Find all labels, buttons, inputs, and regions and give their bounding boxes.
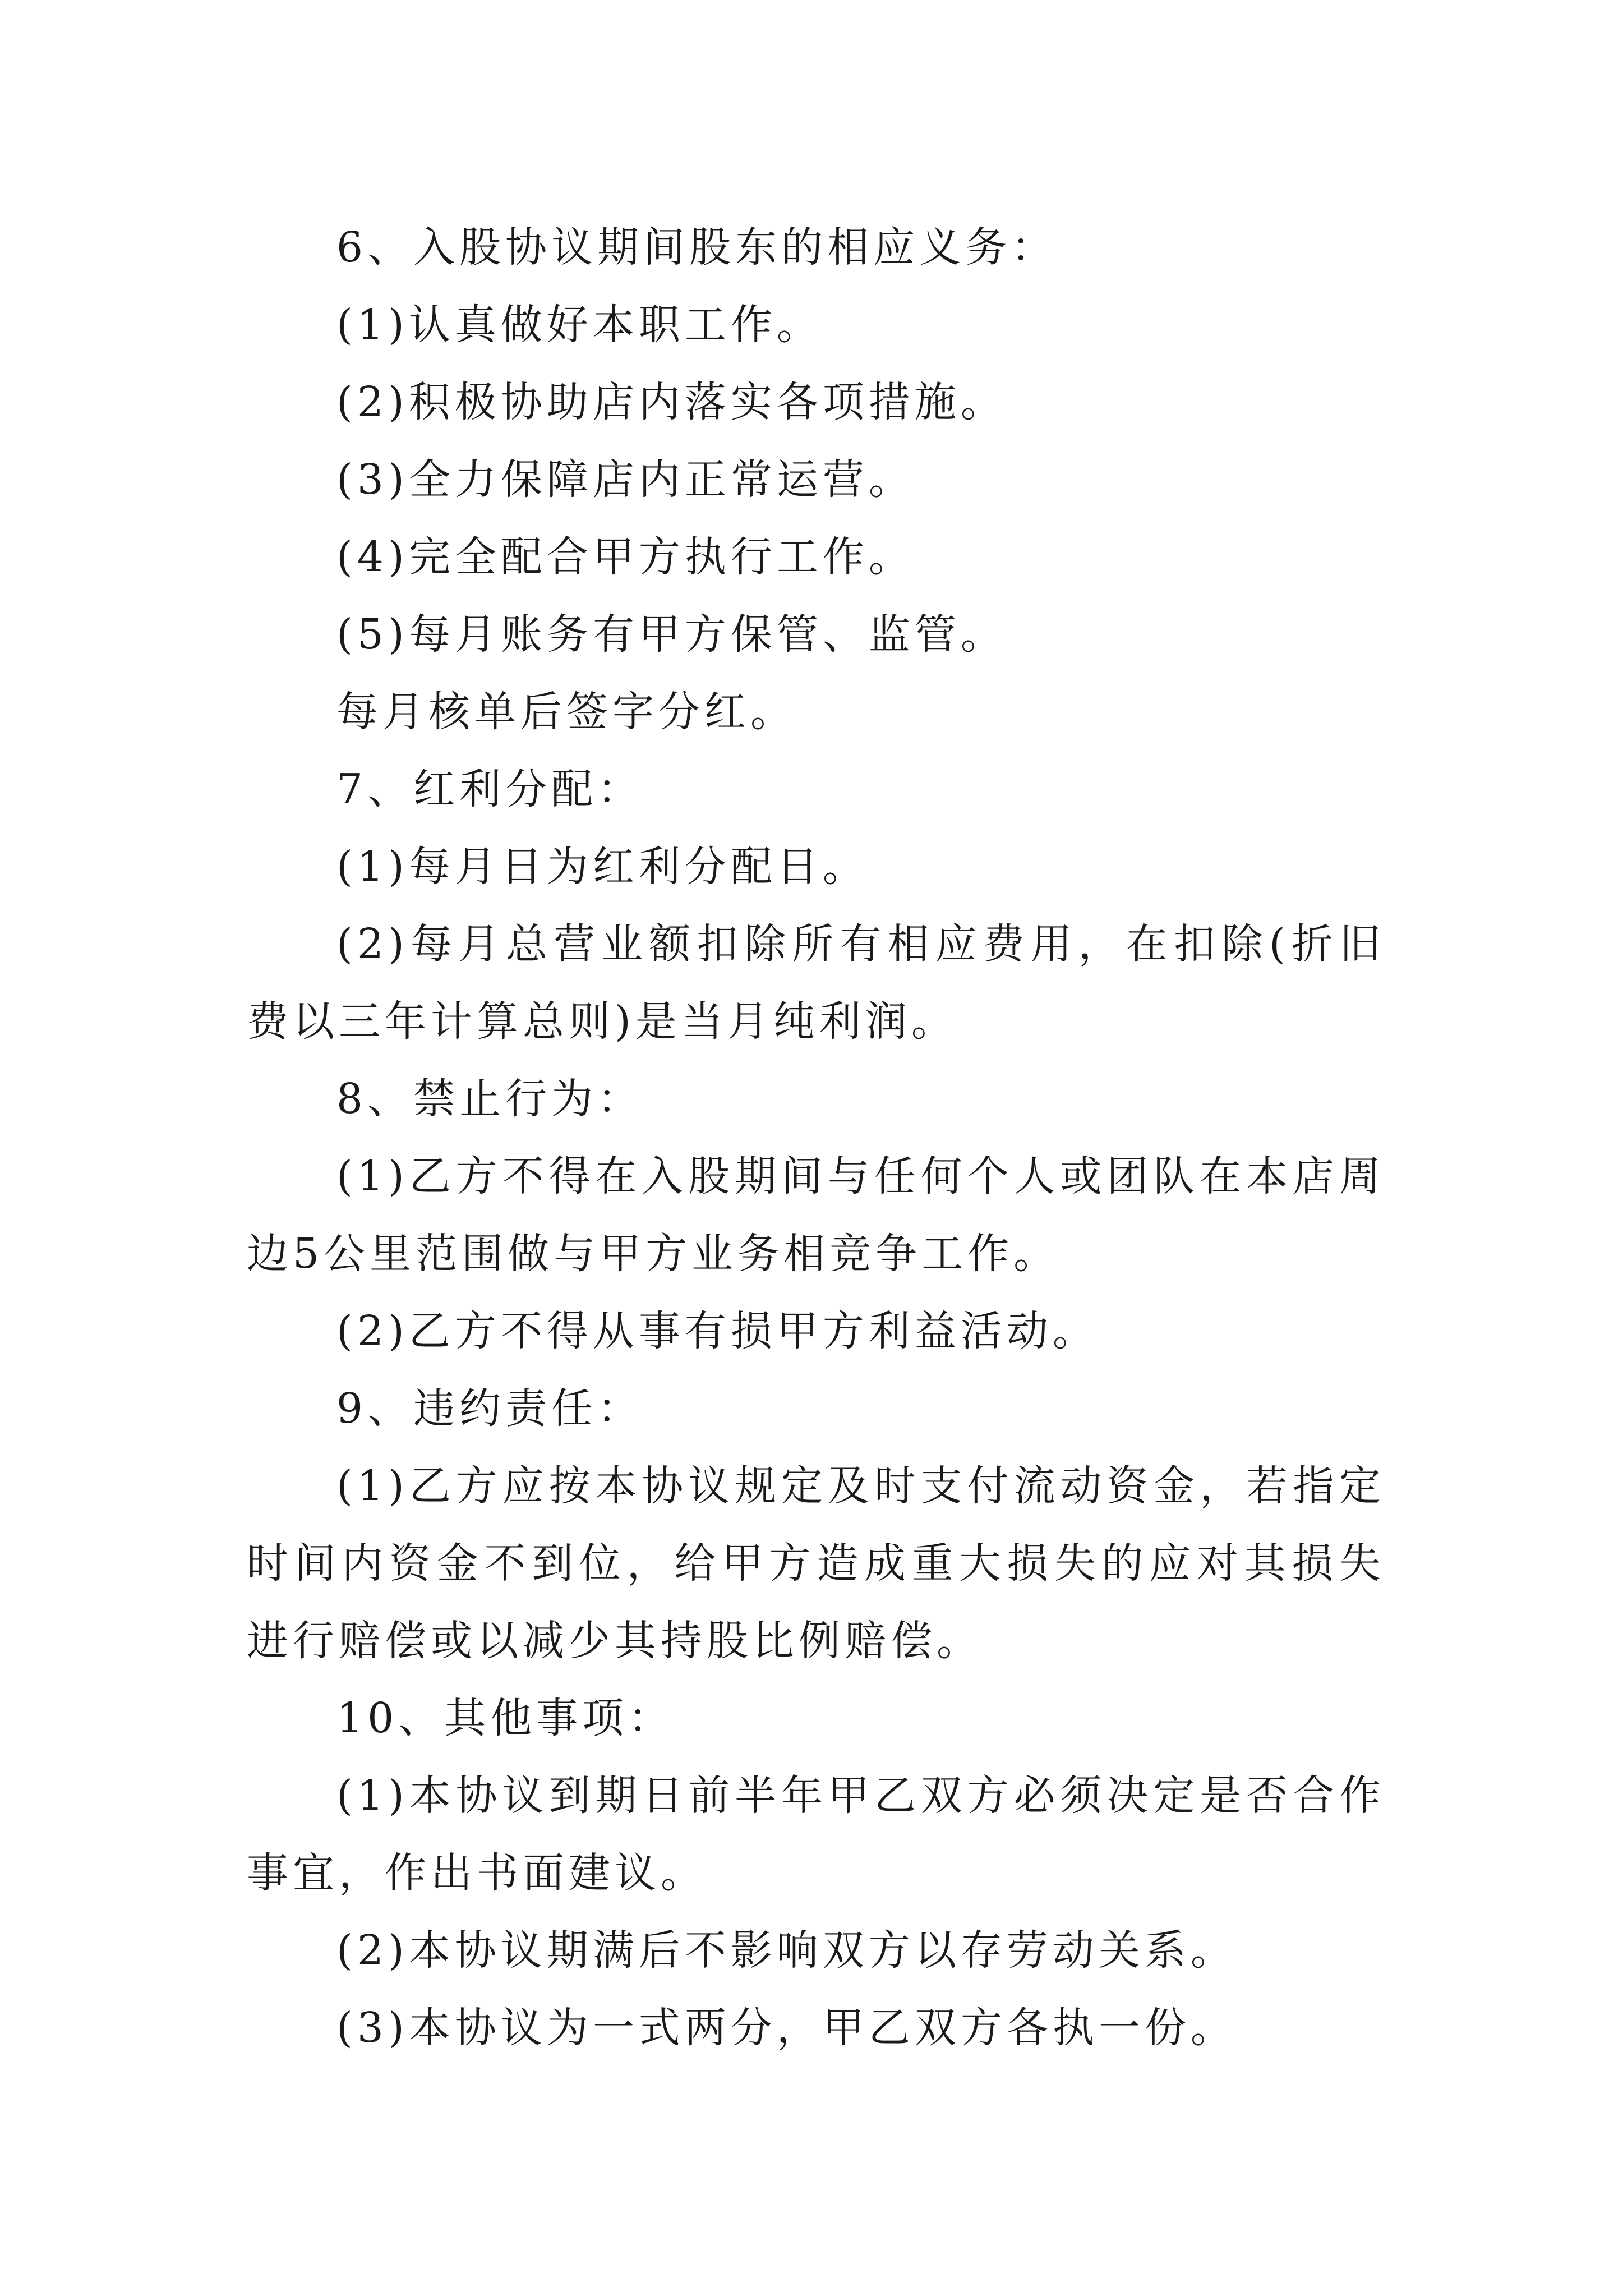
section-6-item-4: (4)完全配合甲方执行工作。 (336, 533, 915, 581)
section-10-heading: 10、其他事项： (336, 1694, 675, 1742)
section-10-item-2: (2)本协议期满后不影响双方以存劳动关系。 (336, 1926, 1237, 1975)
section-9-heading: 9、违约责任： (336, 1384, 644, 1433)
section-6-item-3: (3)全力保障店内正常运营。 (336, 455, 915, 504)
section-6-note: 每月核单后签字分红。 (336, 688, 796, 736)
section-8-item-1: (1)乙方不得在入股期间与任何个人或团队在本店周边5公里范围做与甲方业务相竞争工作。 (247, 1152, 1385, 1278)
section-6-item-5: (5)每月账务有甲方保管、监管。 (336, 610, 1007, 659)
section-10-item-3: (3)本协议为一式两分，甲乙双方各执一份。 (336, 2004, 1237, 2052)
section-8-heading: 8、禁止行为： (336, 1075, 644, 1123)
section-6-item-1: (1)认真做好本职工作。 (336, 301, 823, 349)
section-9-item-1: (1)乙方应按本协议规定及时支付流动资金，若指定时间内资金不到位，给甲方造成重大损失的应对其损失进行赔偿或以减少其持股比例赔偿。 (247, 1462, 1385, 1665)
section-8-item-2: (2)乙方不得从事有损甲方利益活动。 (336, 1307, 1099, 1355)
section-7-heading: 7、红利分配： (336, 765, 644, 813)
section-6-item-2: (2)积极协助店内落实各项措施。 (336, 378, 1007, 426)
document-body (247, 209, 1385, 2067)
section-6-heading: 6、入股协议期间股东的相应义务： (336, 223, 1058, 272)
section-7-item-1: (1)每月日为红利分配日。 (336, 843, 869, 891)
section-7-item-2: (2)每月总营业额扣除所有相应费用，在扣除(折旧费以三年计算总则)是当月纯利润。 (247, 920, 1385, 1046)
section-10-item-1: (1)本协议到期日前半年甲乙双方必须决定是否合作事宜，作出书面建议。 (247, 1772, 1385, 1897)
